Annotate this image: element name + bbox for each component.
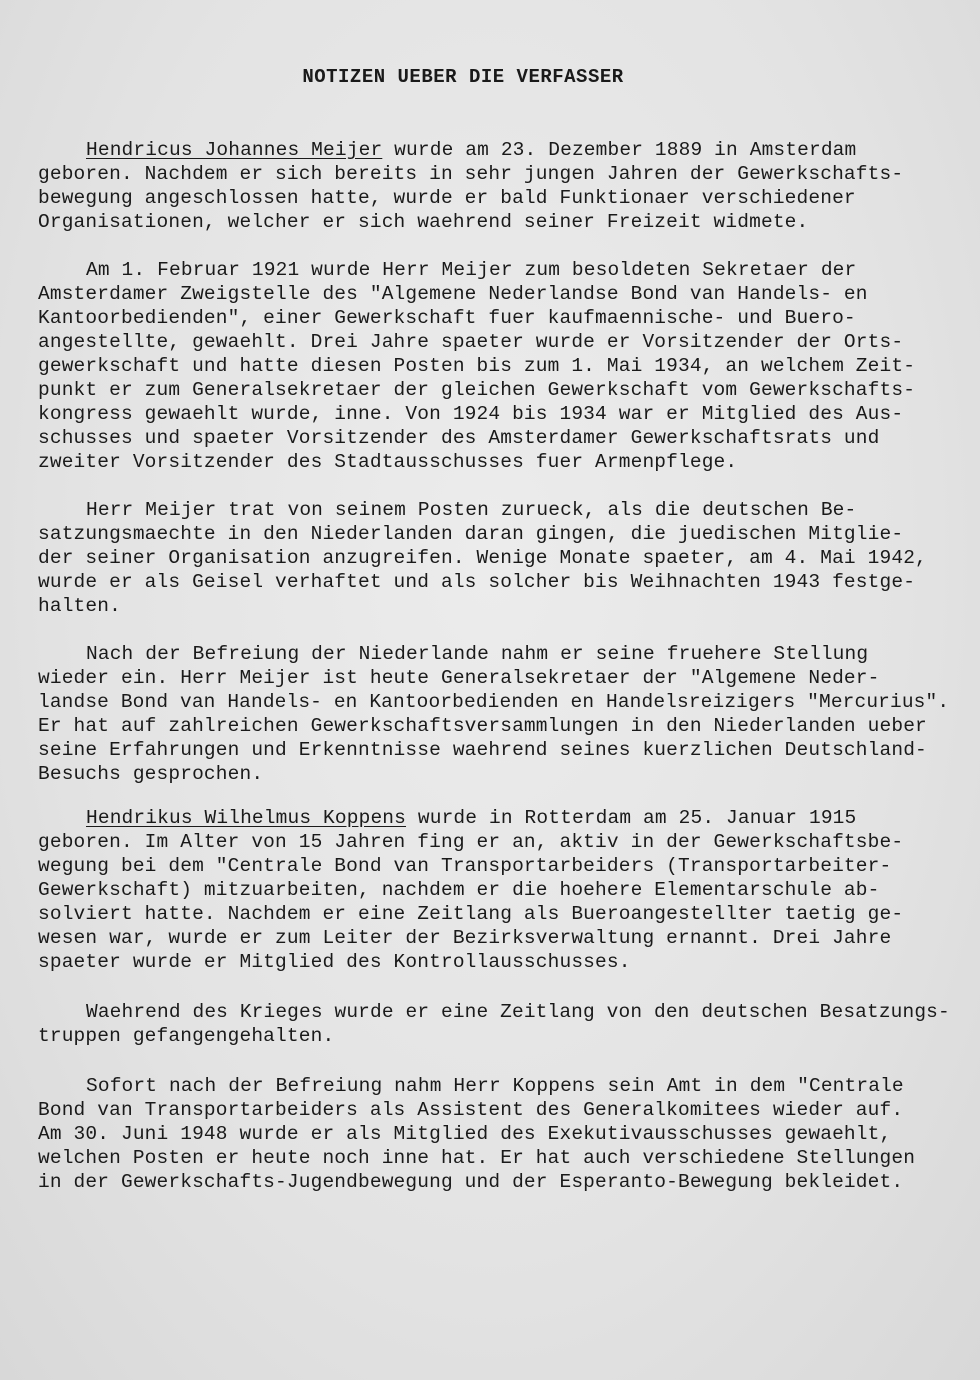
text-line: Waehrend des Krieges wurde er eine Zeitlang von den deutschen Besatzungs- bbox=[86, 1001, 950, 1023]
author1-p1-line1: wurde am 23. Dezember 1889 in Amsterdam bbox=[382, 139, 857, 161]
text-line: halten. bbox=[38, 595, 121, 617]
text-line: Nach der Befreiung der Niederlande nahm er seine fruehere Stellung bbox=[86, 643, 869, 665]
text-line: Er hat auf zahlreichen Gewerkschaftsversammlungen in den Niederlanden ueber bbox=[38, 715, 927, 737]
text-line: der seiner Organisation anzugreifen. Wenige Monate spaeter, am 4. Mai 1942, bbox=[38, 547, 927, 569]
text-line: gewerkschaft und hatte diesen Posten bis zum 1. Mai 1934, an welchem Zeit- bbox=[38, 355, 916, 377]
text-line: Herr Meijer trat von seinem Posten zurueck, als die deutschen Be- bbox=[86, 499, 857, 521]
text-line: zweiter Vorsitzender des Stadtausschusses fuer Armenpflege. bbox=[38, 451, 738, 473]
text-line: solviert hatte. Nachdem er eine Zeitlang als Bueroangestellter taetig ge- bbox=[38, 903, 904, 925]
text-line: geboren. Nachdem er sich bereits in sehr jungen Jahren der Gewerkschafts- bbox=[38, 163, 904, 185]
text-line: Gewerkschaft) mitzuarbeiten, nachdem er die hoehere Elementarschule ab- bbox=[38, 879, 880, 901]
text-line: wegung bei dem "Centrale Bond van Transportarbeiders (Transportarbeiter- bbox=[38, 855, 892, 877]
text-line: Besuchs gesprochen. bbox=[38, 763, 264, 785]
text-line: Am 30. Juni 1948 wurde er als Mitglied des Exekutivausschusses gewaehlt, bbox=[38, 1123, 892, 1145]
author1-name: Hendricus Johannes Meijer bbox=[86, 139, 383, 161]
text-line: spaeter wurde er Mitglied des Kontrollausschusses. bbox=[38, 951, 631, 973]
text-line: Sofort nach der Befreiung nahm Herr Koppens sein Amt in dem "Centrale bbox=[86, 1075, 904, 1097]
text-line: wesen war, wurde er zum Leiter der Bezirksverwaltung ernannt. Drei Jahre bbox=[38, 927, 892, 949]
author1-first-line bbox=[86, 138, 856, 162]
text-line: Am 1. Februar 1921 wurde Herr Meijer zum besoldeten Sekretaer der bbox=[86, 259, 857, 281]
text-line: bewegung angeschlossen hatte, wurde er bald Funktionaer verschiedener bbox=[38, 187, 856, 209]
text-line: Kantoorbedienden", einer Gewerkschaft fuer kaufmaennische- und Buero- bbox=[38, 307, 856, 329]
text-line: geboren. Im Alter von 15 Jahren fing er an, aktiv in der Gewerkschaftsbe- bbox=[38, 831, 904, 853]
text-line: wieder ein. Herr Meijer ist heute Generalsekretaer der "Algemene Neder- bbox=[38, 667, 880, 689]
text-line: Amsterdamer Zweigstelle des "Algemene Nederlandse Bond van Handels- en bbox=[38, 283, 868, 305]
author2-first-line bbox=[86, 806, 856, 830]
author2-name: Hendrikus Wilhelmus Koppens bbox=[86, 807, 407, 829]
text-line: kongress gewaehlt wurde, inne. Von 1924 bis 1934 war er Mitglied des Aus- bbox=[38, 403, 904, 425]
text-line: seine Erfahrungen und Erkenntnisse waehrend seines kuerzlichen Deutschland- bbox=[38, 739, 927, 761]
text-line: welchen Posten er heute noch inne hat. Er hat auch verschiedene Stellungen bbox=[38, 1147, 916, 1169]
text-line: wurde er als Geisel verhaftet und als solcher bis Weihnachten 1943 festge- bbox=[38, 571, 916, 593]
text-line: angestellte, gewaehlt. Drei Jahre spaeter wurde er Vorsitzender der Orts- bbox=[38, 331, 904, 353]
text-line: landse Bond van Handels- en Kantoorbedienden en Handelsreizigers "Mercurius". bbox=[38, 691, 950, 713]
text-line: schusses und spaeter Vorsitzender des Amsterdamer Gewerkschaftsrats und bbox=[38, 427, 880, 449]
text-line: satzungsmaechte in den Niederlanden daran gingen, die juedischen Mitglie- bbox=[38, 523, 904, 545]
author2-p1-line1: wurde in Rotterdam am 25. Januar 1915 bbox=[406, 807, 857, 829]
text-line: punkt er zum Generalsekretaer der gleichen Gewerkschaft vom Gewerkschafts- bbox=[38, 379, 916, 401]
text-line: truppen gefangengehalten. bbox=[38, 1025, 335, 1047]
text-line: Bond van Transportarbeiders als Assistent des Generalkomitees wieder auf. bbox=[38, 1099, 904, 1121]
page-title: NOTIZEN UEBER DIE VERFASSER bbox=[302, 66, 624, 88]
text-line: in der Gewerkschafts-Jugendbewegung und der Esperanto-Bewegung bekleidet. bbox=[38, 1171, 904, 1193]
text-line: Organisationen, welcher er sich waehrend seiner Freizeit widmete. bbox=[38, 211, 809, 233]
